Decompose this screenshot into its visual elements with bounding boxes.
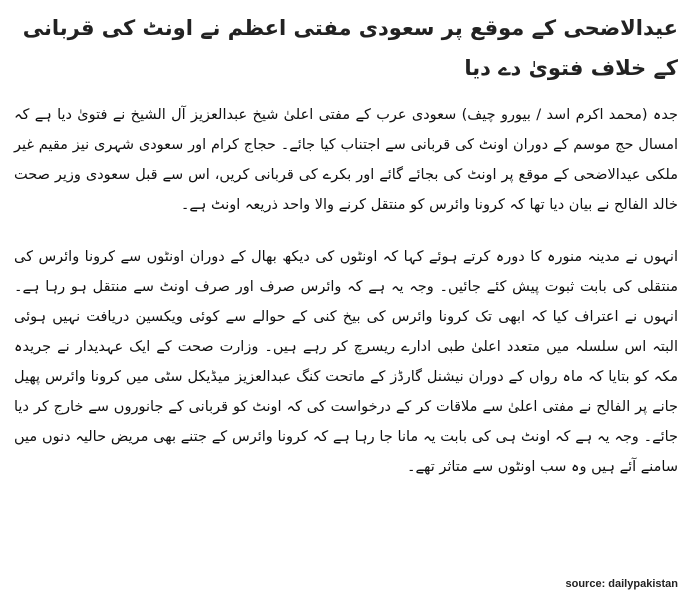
article-headline: عیدالاضحی کے موقع پر سعودی مفتی اعظم نے اونٹ کی قربانی کے خلاف فتویٰ دے دیا (22, 16, 678, 80)
news-article (14, 0, 678, 600)
source-credit: source: dailypakistan (565, 578, 678, 590)
article-paragraph-1: جدہ (محمد اکرم اسد / بیورو چیف) سعودی عرب کے مفتی اعلیٰ شیخ عبدالعزیز آل الشیخ نے فتویٰ دیا ہے کہ امسال حج موسم کے دوران اونٹ کی قربانی سے اجتناب کیا جائے۔ حجاج کرام اور سعودی شہری نیز مقیم غیر ملکی عیدالاضحی کے موقع پر اونٹ کی بجائے گائے اور بکرے کی قربانی کریں، اس سے قبل سعودی وزیر صحت خالد الفالح نے بیان دیا تھا کہ کرونا وائرس کو منتقل کرنے والا واحد ذریعہ اونٹ ہے۔ (14, 107, 678, 213)
article-paragraph-2: انہوں نے مدینہ منورہ کا دورہ کرتے ہوئے کہا کہ اونٹوں کی دیکھ بھال کے دوران اونٹوں سے کرونا وائرس کی منتقلی کی بابت ثبوت پیش کئے جائیں۔ وجہ یہ ہے کہ وائرس صرف اور صرف اونٹ سے منتقل ہو رہا ہے۔ انہوں نے اعتراف کیا کہ ابھی تک کرونا وائرس کی بیخ کنی کے حوالے سے کوئی ویکسین دریافت نہیں ہوئی البتہ اس سلسلہ میں متعدد اعلیٰ طبی ادارے ریسرچ کر رہے ہیں۔ وزارت صحت کے ایک عہدیدار نے جریدہ مکہ کو بتایا کہ ماہ رواں کے دوران نیشنل گارڈز کے ماتحت کنگ عبدالعزیز میڈیکل سٹی میں کرونا وائرس پھیل جانے پر الفالح نے مفتی اعلیٰ سے ملاقات کر کے درخواست کی کہ اونٹ کو قربانی کے جانوروں سے خارج کر دیا جائے۔ وجہ یہ ہے کہ اونٹ ہی کی بابت یہ مانا جا رہا ہے کہ کرونا وائرس کے جتنے بھی مریض حالیہ دنوں میں سامنے آئے ہیں وہ سب اونٹوں سے متاثر تھے۔ (14, 249, 678, 475)
